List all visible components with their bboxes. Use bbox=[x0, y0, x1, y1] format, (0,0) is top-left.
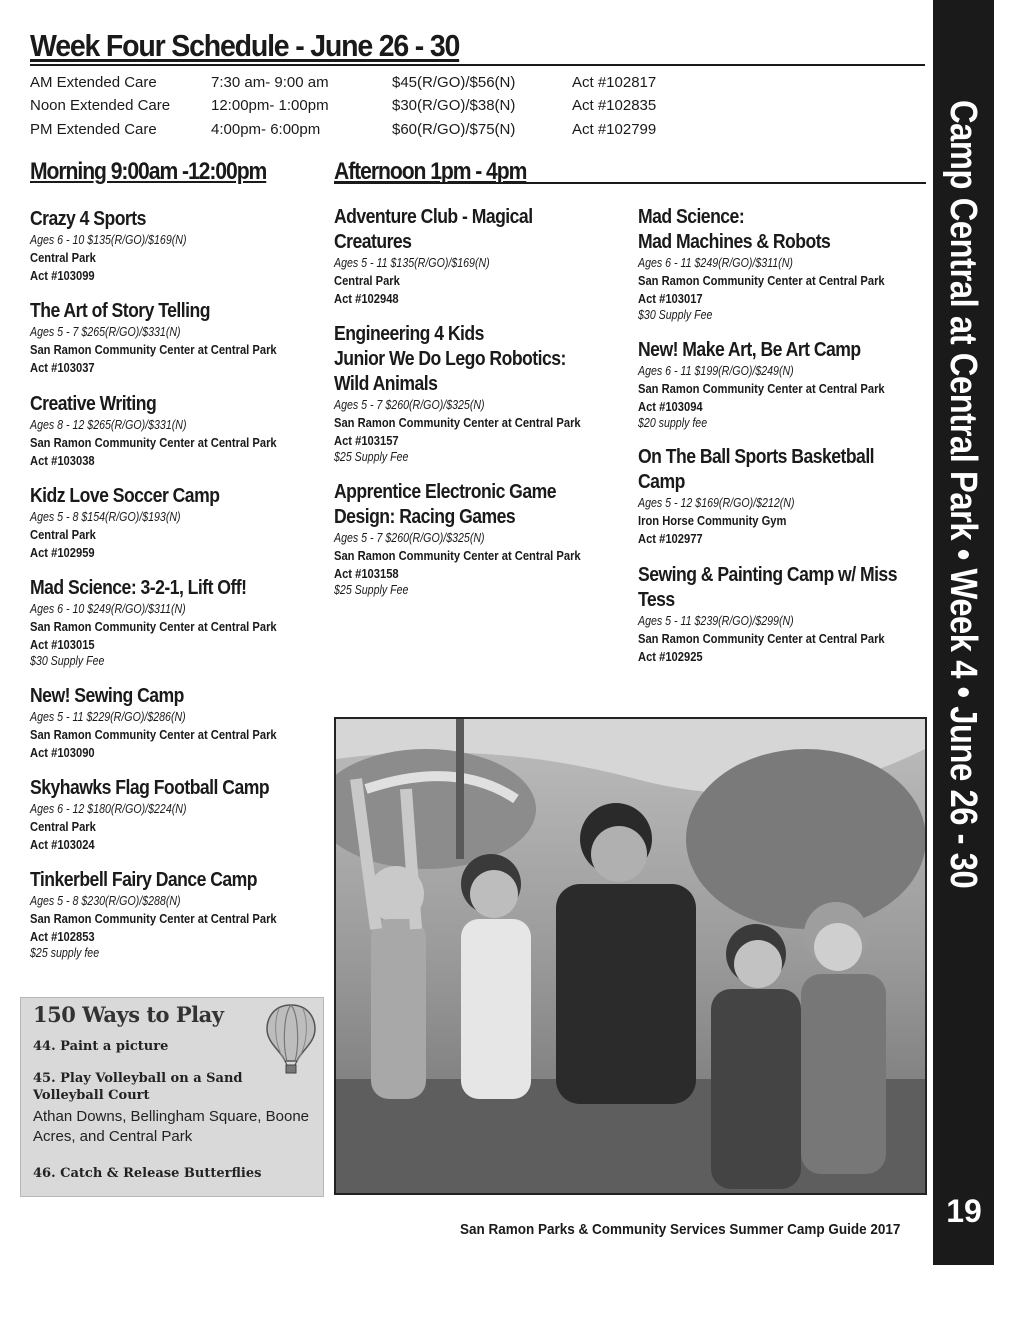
camp-supply-fee: $30 Supply Fee bbox=[638, 308, 713, 322]
camp-ages-price: Ages 6 - 11 $249(R/GO)/$311(N) bbox=[638, 256, 793, 270]
camp-name: Kidz Love Soccer Camp bbox=[30, 485, 220, 507]
camp-name: Adventure Club - Magical bbox=[334, 206, 533, 228]
camp-location: San Ramon Community Center at Central Park bbox=[334, 548, 581, 563]
camp-supply-fee: $25 Supply Fee bbox=[334, 450, 409, 464]
camp-ages-price: Ages 5 - 7 $260(R/GO)/$325(N) bbox=[334, 531, 485, 545]
camp-act-number: Act #103158 bbox=[334, 566, 399, 581]
camp-location: San Ramon Community Center at Central Park bbox=[334, 415, 581, 430]
care-time: 4:00pm- 6:00pm bbox=[211, 121, 321, 138]
camp-ages-price: Ages 5 - 11 $239(R/GO)/$299(N) bbox=[638, 614, 794, 628]
camp-act-number: Act #102853 bbox=[30, 929, 95, 944]
camp-ages-price: Ages 6 - 10 $135(R/GO)/$169(N) bbox=[30, 233, 187, 247]
camp-name-line: Junior We Do Lego Robotics: bbox=[334, 348, 566, 370]
camp-listing bbox=[30, 392, 320, 470]
camp-listing bbox=[638, 445, 928, 548]
camp-ages-price: Ages 6 - 10 $249(R/GO)/$311(N) bbox=[30, 602, 186, 616]
camp-listing bbox=[30, 484, 320, 562]
care-name: Noon Extended Care bbox=[30, 97, 171, 114]
camp-listing bbox=[30, 776, 320, 854]
ways-item-46: 46. Catch & Release Butterflies bbox=[33, 1166, 262, 1181]
camp-act-number: Act #103024 bbox=[30, 837, 95, 852]
camp-supply-fee: $25 Supply Fee bbox=[334, 583, 409, 597]
camp-name-line: Camp bbox=[638, 471, 685, 493]
camp-location: San Ramon Community Center at Central Park bbox=[638, 631, 885, 646]
camp-ages-price: Ages 6 - 12 $180(R/GO)/$224(N) bbox=[30, 802, 187, 816]
camp-name: The Art of Story Telling bbox=[30, 300, 210, 322]
camp-location: San Ramon Community Center at Central Park bbox=[30, 911, 277, 926]
camp-act-number: Act #103157 bbox=[334, 433, 399, 448]
ways-item-45: 45. Play Volleyball on a Sand Volleyball Court bbox=[33, 1071, 243, 1103]
camp-location: Central Park bbox=[30, 819, 96, 834]
care-act: Act #102835 bbox=[572, 97, 657, 114]
camp-name: Mad Science: 3-2-1, Lift Off! bbox=[30, 577, 247, 599]
camp-location: San Ramon Community Center at Central Park bbox=[638, 381, 885, 396]
camp-ages-price: Ages 5 - 12 $169(R/GO)/$212(N) bbox=[638, 496, 795, 510]
camp-name-line: Tess bbox=[638, 589, 675, 611]
camp-location: San Ramon Community Center at Central Park bbox=[30, 435, 277, 450]
camp-listing bbox=[334, 322, 624, 464]
camp-listing bbox=[638, 338, 928, 430]
care-act: Act #102799 bbox=[572, 121, 657, 138]
care-name: AM Extended Care bbox=[30, 74, 157, 91]
footer-text: San Ramon Parks & Community Services Summer Camp Guide 2017 bbox=[460, 1221, 901, 1238]
camp-supply-fee: $25 supply fee bbox=[30, 946, 100, 960]
camp-ages-price: Ages 6 - 11 $199(R/GO)/$249(N) bbox=[638, 364, 794, 378]
camp-listing bbox=[30, 868, 320, 960]
page-number: 19 bbox=[946, 1193, 982, 1229]
ways-title: 150 Ways to Play bbox=[33, 1002, 224, 1027]
care-price: $60(R/GO)/$75(N) bbox=[392, 121, 516, 138]
camp-name-line: Creatures bbox=[334, 231, 412, 253]
ways-item-44: 44. Paint a picture bbox=[33, 1039, 169, 1054]
camp-act-number: Act #102959 bbox=[30, 545, 95, 560]
afternoon-heading: Afternoon 1pm - 4pm bbox=[334, 158, 527, 185]
ways-to-play-box bbox=[20, 997, 324, 1197]
camp-act-number: Act #103099 bbox=[30, 268, 95, 283]
camp-name: Mad Science: bbox=[638, 206, 745, 228]
camp-name: Apprentice Electronic Game bbox=[334, 481, 556, 503]
camp-location: San Ramon Community Center at Central Park bbox=[30, 342, 277, 357]
camp-listing bbox=[30, 684, 320, 762]
sidebar-title: Camp Central at Central Park • Week 4 • June 26 - 30 bbox=[942, 100, 984, 889]
camp-name: Engineering 4 Kids bbox=[334, 323, 484, 345]
camp-ages-price: Ages 5 - 11 $135(R/GO)/$169(N) bbox=[334, 256, 490, 270]
ways-item-45-locations: Athan Downs, Bellingham Square, Boone Acres, and Central Park bbox=[33, 1108, 310, 1145]
camp-ages-price: Ages 5 - 7 $265(R/GO)/$331(N) bbox=[30, 325, 181, 339]
camp-name: Tinkerbell Fairy Dance Camp bbox=[30, 869, 258, 891]
camp-location: San Ramon Community Center at Central Park bbox=[30, 619, 277, 634]
camp-name-line: Mad Machines & Robots bbox=[638, 231, 831, 253]
camp-ages-price: Ages 8 - 12 $265(R/GO)/$331(N) bbox=[30, 418, 187, 432]
camp-act-number: Act #103015 bbox=[30, 637, 95, 652]
camp-act-number: Act #103017 bbox=[638, 291, 703, 306]
afternoon-rule bbox=[334, 182, 926, 184]
camp-location: Central Park bbox=[30, 250, 96, 265]
care-name: PM Extended Care bbox=[30, 121, 157, 138]
camp-supply-fee: $20 supply fee bbox=[638, 416, 708, 430]
camp-listing bbox=[638, 205, 928, 322]
page-title-bar bbox=[30, 28, 925, 66]
camp-supply-fee: $30 Supply Fee bbox=[30, 654, 105, 668]
camp-name: New! Make Art, Be Art Camp bbox=[638, 339, 861, 361]
camp-listing bbox=[30, 576, 320, 668]
camp-name-line: Wild Animals bbox=[334, 373, 438, 395]
care-price: $45(R/GO)/$56(N) bbox=[392, 74, 516, 91]
camp-act-number: Act #102925 bbox=[638, 649, 703, 664]
campers-photo bbox=[334, 717, 927, 1195]
camp-location: San Ramon Community Center at Central Park bbox=[638, 273, 885, 288]
care-time: 12:00pm- 1:00pm bbox=[211, 97, 329, 114]
care-price: $30(R/GO)/$38(N) bbox=[392, 97, 516, 114]
camp-location: Central Park bbox=[30, 527, 96, 542]
camp-ages-price: Ages 5 - 7 $260(R/GO)/$325(N) bbox=[334, 398, 485, 412]
campers-photo-illustration bbox=[336, 719, 925, 1193]
camp-name: Skyhawks Flag Football Camp bbox=[30, 777, 270, 799]
camp-act-number: Act #103038 bbox=[30, 453, 95, 468]
camp-location: Iron Horse Community Gym bbox=[638, 513, 787, 528]
camp-name: Sewing & Painting Camp w/ Miss bbox=[638, 564, 897, 586]
camp-listing bbox=[30, 207, 320, 285]
camp-location: Central Park bbox=[334, 273, 400, 288]
camp-listing bbox=[30, 299, 320, 377]
page-title: Week Four Schedule - June 26 - 30 bbox=[30, 28, 460, 63]
hot-air-balloon-icon bbox=[265, 1003, 317, 1075]
camp-act-number: Act #102977 bbox=[638, 531, 703, 546]
camp-ages-price: Ages 5 - 8 $154(R/GO)/$193(N) bbox=[30, 510, 181, 524]
care-time: 7:30 am- 9:00 am bbox=[211, 74, 329, 91]
camp-name: On The Ball Sports Basketball bbox=[638, 446, 875, 468]
camp-name: Creative Writing bbox=[30, 393, 157, 415]
camp-listing bbox=[334, 205, 624, 308]
morning-heading: Morning 9:00am -12:00pm bbox=[30, 158, 267, 185]
camp-act-number: Act #102948 bbox=[334, 291, 399, 306]
camp-act-number: Act #103037 bbox=[30, 360, 95, 375]
camp-listing bbox=[638, 563, 928, 666]
camp-ages-price: Ages 5 - 8 $230(R/GO)/$288(N) bbox=[30, 894, 181, 908]
camp-ages-price: Ages 5 - 11 $229(R/GO)/$286(N) bbox=[30, 710, 186, 724]
camp-name: New! Sewing Camp bbox=[30, 685, 184, 707]
camp-listing bbox=[334, 480, 624, 597]
camp-act-number: Act #103090 bbox=[30, 745, 95, 760]
camp-act-number: Act #103094 bbox=[638, 399, 703, 414]
camp-name: Crazy 4 Sports bbox=[30, 208, 146, 230]
care-act: Act #102817 bbox=[572, 74, 657, 91]
camp-name-line: Design: Racing Games bbox=[334, 506, 516, 528]
camp-location: San Ramon Community Center at Central Park bbox=[30, 727, 277, 742]
